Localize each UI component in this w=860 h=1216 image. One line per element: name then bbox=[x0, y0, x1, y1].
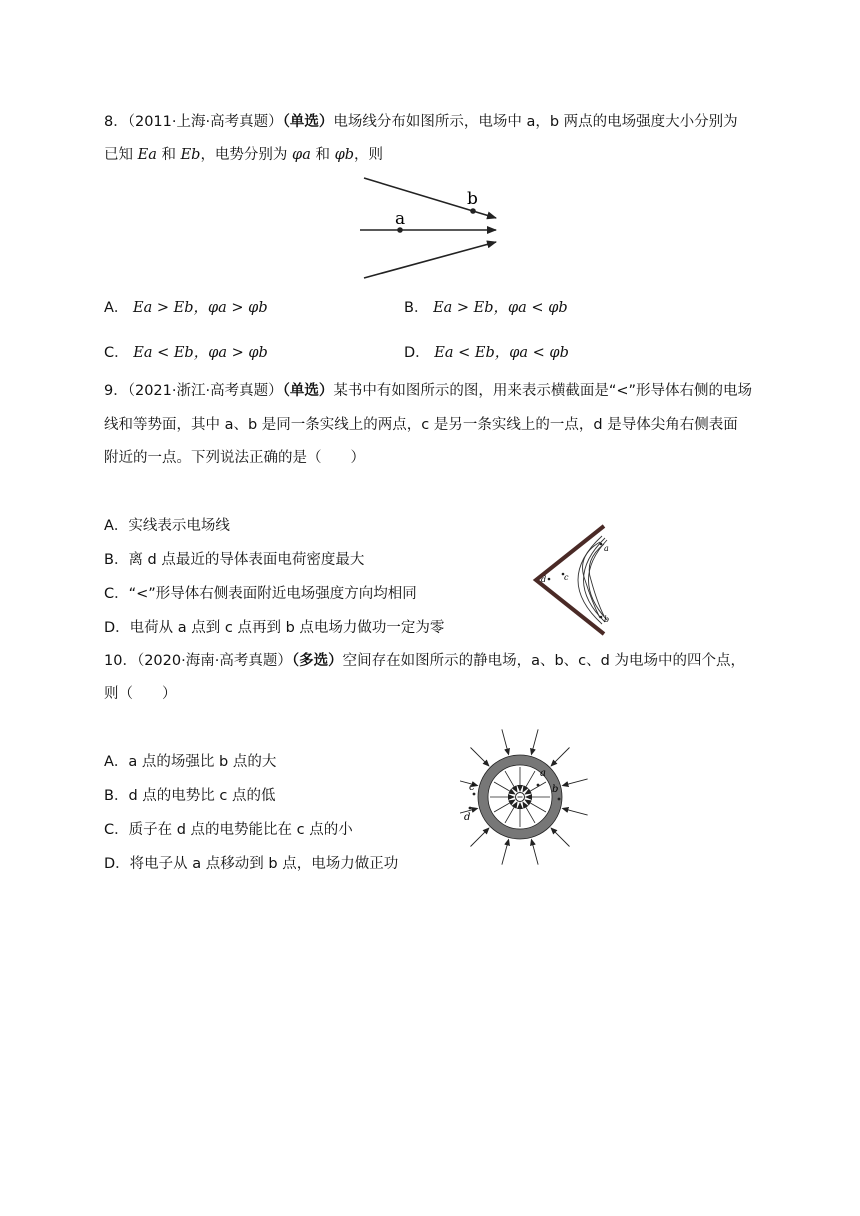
q10-outer-field-line bbox=[531, 729, 538, 754]
q8-text-and1: 和 bbox=[161, 147, 176, 163]
q10-label-d: d bbox=[464, 812, 471, 823]
q8-stem-text1: 电场线分布如图所示，电场中 a，b 两点的电场强度大小分别为 bbox=[333, 114, 738, 130]
q8-option-c[interactable] bbox=[104, 343, 268, 363]
q8-option-b-letter: B． bbox=[404, 300, 429, 316]
q8-label-a: a bbox=[395, 209, 406, 229]
q10-source: （2020·海南·高考真题） bbox=[136, 653, 292, 669]
q8-text-and2: 和 bbox=[315, 147, 330, 163]
q9-stem-line1 bbox=[104, 381, 752, 401]
q8-text-potential: ，电势分别为 bbox=[200, 147, 288, 163]
q10-stem-text1: 空间存在如图所示的静电场，a、b、c、d 为电场中的四个点， bbox=[342, 653, 745, 669]
q10-option-d-letter: D． bbox=[104, 856, 130, 872]
q10-inner-field-line bbox=[494, 782, 515, 794]
q10-inner-field-line bbox=[505, 802, 517, 823]
q9-stem-line3: 附近的一点。下列说法正确的是（ ） bbox=[104, 450, 365, 466]
q9-option-a-text: 实线表示电场线 bbox=[128, 518, 230, 534]
q9-option-c-letter: C． bbox=[104, 586, 129, 602]
q9-line-2 bbox=[584, 538, 606, 622]
q10-stem-line2: 则（ ） bbox=[104, 686, 177, 702]
q8-text-known: 已知 bbox=[104, 147, 133, 163]
q8-option-b-text: Ea > Eb，φa < φb bbox=[433, 300, 568, 316]
q9-conductor-figure bbox=[528, 522, 638, 638]
q9-point-d bbox=[548, 578, 551, 581]
q8-text-then: ，则 bbox=[354, 147, 384, 163]
q9-option-c[interactable] bbox=[104, 584, 417, 604]
q9-option-d-letter: D． bbox=[104, 620, 130, 636]
q9-source: （2021·浙江·高考真题） bbox=[127, 383, 283, 399]
q10-option-c-letter: C． bbox=[104, 822, 129, 838]
q10-field-figure bbox=[460, 728, 610, 868]
q8-option-c-letter: C． bbox=[104, 345, 129, 361]
q10-type: （多选） bbox=[291, 653, 343, 669]
q9-stem-text1: 某书中有如图所示的图，用来表示横截面是“<”形导体右侧的电场 bbox=[333, 383, 753, 399]
q10-inner-field-line bbox=[523, 802, 535, 823]
q10-inner-field-line bbox=[505, 771, 517, 792]
q10-outer-field-line bbox=[563, 779, 588, 786]
q10-option-b-letter: B． bbox=[104, 788, 129, 804]
q9-option-c-text: “<”形导体右侧表面附近电场强度方向均相同 bbox=[128, 586, 417, 602]
q8-point-b bbox=[470, 208, 476, 214]
q10-point-b bbox=[558, 798, 561, 801]
q9-conductor-shape bbox=[536, 526, 604, 634]
q9-point-b bbox=[600, 616, 603, 619]
q9-option-b-letter: B． bbox=[104, 552, 129, 568]
q8-field-line-bottom bbox=[364, 242, 496, 278]
q10-label-c: c bbox=[469, 782, 475, 793]
q9-option-a-letter: A． bbox=[104, 518, 129, 534]
q10-option-d[interactable] bbox=[104, 854, 398, 874]
q10-inner-field-line bbox=[523, 771, 535, 792]
q8-number: 8． bbox=[104, 114, 128, 130]
q10-inner-field-line bbox=[525, 782, 546, 794]
q8-sym-Ea: Ea bbox=[137, 147, 157, 163]
q10-option-c[interactable] bbox=[104, 820, 353, 840]
q9-label-d: d bbox=[541, 575, 547, 584]
q8-option-a-letter: A． bbox=[104, 300, 129, 316]
q10-point-c bbox=[473, 793, 476, 796]
q10-inner-field-line bbox=[494, 800, 515, 812]
q8-option-b[interactable] bbox=[404, 298, 568, 318]
q8-stem-line2 bbox=[104, 145, 383, 165]
q10-outer-field-line bbox=[551, 748, 569, 766]
q9-label-b: b bbox=[604, 615, 610, 624]
q8-option-d[interactable] bbox=[404, 343, 569, 363]
q10-option-a-text: a 点的场强比 b 点的大 bbox=[128, 754, 277, 770]
q10-point-a bbox=[537, 784, 540, 787]
q10-option-c-text: 质子在 d 点的电势能比在 c 点的小 bbox=[128, 822, 353, 838]
q9-type: （单选） bbox=[282, 383, 334, 399]
q8-option-d-text: Ea < Eb，φa < φb bbox=[434, 345, 569, 361]
q8-sym-phia: φa bbox=[292, 147, 311, 163]
q8-stem-line1 bbox=[104, 112, 738, 132]
q8-source: （2011·上海·高考真题） bbox=[127, 114, 283, 130]
q9-point-a bbox=[600, 543, 603, 546]
q10-outer-field-line bbox=[502, 729, 509, 754]
q8-option-a[interactable] bbox=[104, 298, 268, 318]
q9-option-b[interactable] bbox=[104, 550, 364, 570]
q9-label-c: c bbox=[564, 573, 569, 582]
q8-sym-Eb: Eb bbox=[180, 147, 201, 163]
q8-option-d-letter: D． bbox=[404, 345, 430, 361]
q10-label-a: a bbox=[540, 768, 546, 779]
q9-label-a: a bbox=[604, 544, 609, 553]
q10-option-d-text: 将电子从 a 点移动到 b 点，电场力做正功 bbox=[129, 856, 399, 872]
q8-option-c-text: Ea < Eb，φa > φb bbox=[133, 345, 268, 361]
q10-point-d bbox=[469, 807, 472, 810]
q9-option-d[interactable] bbox=[104, 618, 444, 638]
q10-outer-field-line bbox=[471, 748, 489, 766]
q10-option-a-letter: A． bbox=[104, 754, 129, 770]
q8-sym-phib: φb bbox=[334, 147, 355, 163]
q10-outer-field-line bbox=[531, 840, 538, 865]
q9-option-b-text: 离 d 点最近的导体表面电荷密度最大 bbox=[128, 552, 365, 568]
q8-label-b: b bbox=[467, 189, 478, 209]
q10-outer-field-line bbox=[471, 828, 489, 846]
q9-option-d-text: 电荷从 a 点到 c 点再到 b 点电场力做功一定为零 bbox=[129, 620, 445, 636]
q8-type: （单选） bbox=[282, 114, 334, 130]
q8-field-lines-figure bbox=[356, 172, 506, 282]
q10-label-b: b bbox=[552, 784, 559, 795]
q10-outer-field-line bbox=[551, 828, 569, 846]
q10-option-a[interactable] bbox=[104, 752, 276, 772]
q10-outer-field-line bbox=[563, 808, 588, 815]
q10-number: 10． bbox=[104, 653, 137, 669]
q10-outer-field-line bbox=[502, 840, 509, 865]
q9-number: 9． bbox=[104, 383, 128, 399]
q10-stem-line1 bbox=[104, 651, 745, 671]
q10-option-b-text: d 点的电势比 c 点的低 bbox=[128, 788, 276, 804]
q8-option-a-text: Ea > Eb，φa > φb bbox=[133, 300, 268, 316]
q9-option-a[interactable] bbox=[104, 516, 230, 536]
q10-option-b[interactable] bbox=[104, 786, 275, 806]
q9-stem-line2: 线和等势面，其中 a、b 是同一条实线上的两点，c 是另一条实线上的一点，d 是导体尖角右侧表面 bbox=[104, 417, 738, 433]
q10-inner-field-line bbox=[525, 800, 546, 812]
